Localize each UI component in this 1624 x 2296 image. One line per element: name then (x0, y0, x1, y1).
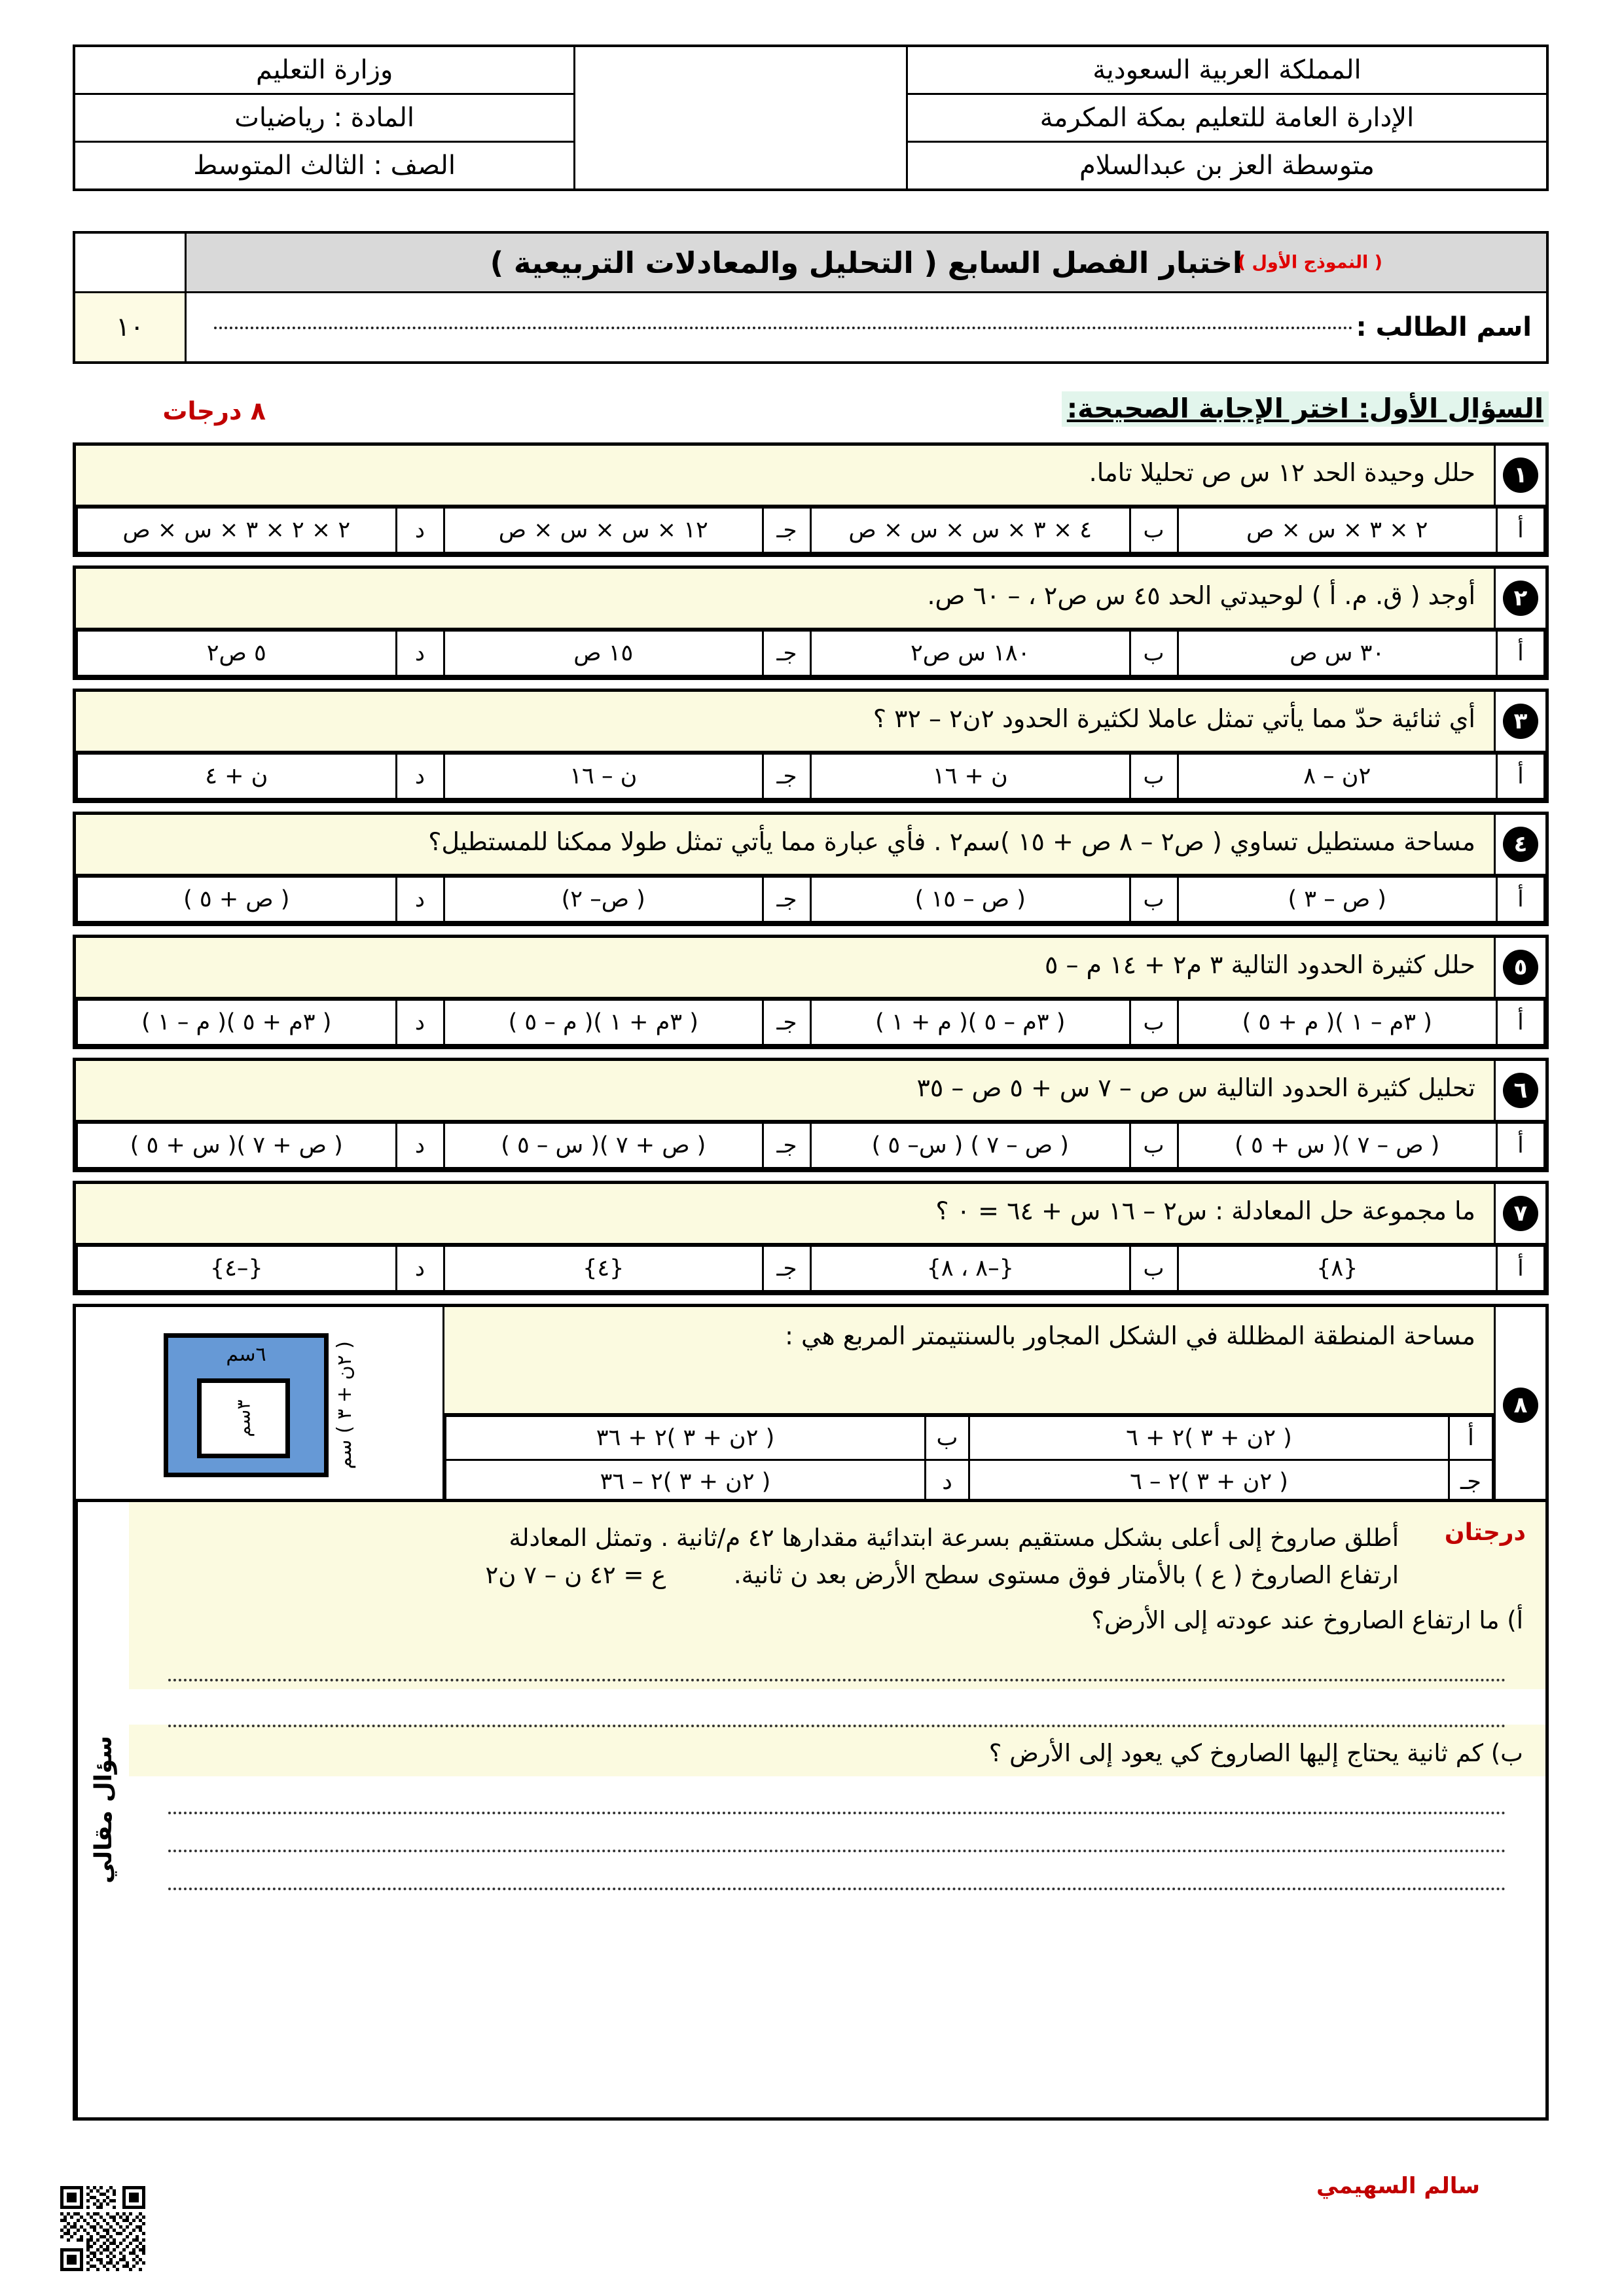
essay-equation: ع = ٤٢ ن – ٧ ن٢ (485, 1561, 666, 1590)
question-block-8 (73, 1304, 1549, 1506)
option-label-a: أ (1497, 754, 1545, 799)
essay-side-label: سؤال مقالي (76, 1502, 129, 2117)
option-row (76, 507, 1545, 554)
qr-code-icon (60, 2186, 145, 2271)
essay-answer-area-b (129, 1812, 1545, 1890)
essay-question-block (73, 1499, 1549, 2121)
question-text: مساحة المنطقة المظللة في الشكل المجاور بالسنتيمتر المربع هي : (444, 1307, 1494, 1415)
option-label-c: جـ (763, 508, 811, 553)
header-school: متوسطة العز بن عبدالسلام (907, 142, 1547, 190)
question-block-1 (73, 442, 1549, 557)
option-value-c[interactable]: ١٢ × س × س × ص (444, 508, 763, 553)
option-label-a: أ (1449, 1416, 1493, 1460)
option-value-b[interactable]: ( ٢ن + ٣ )٢ + ٣٦ (446, 1416, 926, 1460)
option-label-b: ب (1130, 877, 1178, 922)
option-value-d[interactable]: ( ٢ن + ٣ )٢ – ٣٦ (446, 1460, 926, 1503)
option-value-d[interactable]: ٥ ص٢ (77, 631, 397, 676)
page-title: اختبار الفصل السابع ( التحليل والمعادلات التربيعية ) (490, 245, 1243, 280)
question-number: ٦ (1495, 1060, 1547, 1121)
option-row (76, 1245, 1545, 1292)
shaded-region-figure (76, 1321, 442, 1490)
essay-marks: درجتان (1444, 1519, 1526, 1546)
student-name-input[interactable] (214, 327, 1353, 329)
option-row (76, 1122, 1545, 1169)
option-value-b[interactable]: ٤ × ٣ × س × س × ص (811, 508, 1130, 553)
option-row (76, 753, 1545, 800)
option-label-c: جـ (763, 1123, 811, 1168)
mcq-question-list (73, 442, 1549, 1515)
answer-line[interactable] (168, 1850, 1506, 1852)
option-label-b: ب (1130, 754, 1178, 799)
option-value-b[interactable]: ( ٣م – ٥ )( م + ١ ) (811, 1000, 1130, 1045)
question-text: حلل وحيدة الحد ١٢ س ص تحليلا تاما. (75, 444, 1495, 506)
question-8-figure-cell (75, 1306, 444, 1505)
option-label-a: أ (1497, 877, 1545, 922)
exam-title-cell (186, 232, 1548, 293)
essay-body (129, 1502, 1545, 2117)
option-value-a[interactable]: ٣٠ س ص (1178, 631, 1497, 676)
option-label-c: جـ (763, 754, 811, 799)
answer-line[interactable] (168, 1812, 1506, 1814)
answer-line[interactable] (168, 1679, 1506, 1681)
header-directorate: الإدارة العامة للتعليم بمكة المكرمة (907, 94, 1547, 142)
option-value-d[interactable]: ( ٣م + ٥ )( م – ١ ) (77, 1000, 397, 1045)
option-row (446, 1416, 1493, 1460)
option-value-a[interactable]: ٢ × ٣ × س × ص (1178, 508, 1497, 553)
question-number: ٤ (1495, 814, 1547, 875)
option-label-b: ب (1130, 508, 1178, 553)
option-label-a: أ (1497, 508, 1545, 553)
question-number: ٨ (1495, 1306, 1547, 1505)
option-label-a: أ (1497, 631, 1545, 676)
question-text: حلل كثيرة الحدود التالية ٣ م٢ + ١٤ م – ٥ (75, 937, 1495, 998)
option-label-c: جـ (763, 877, 811, 922)
question-block-7 (73, 1181, 1549, 1295)
option-label-d: د (396, 1123, 444, 1168)
option-value-c[interactable]: ن – ١٦ (444, 754, 763, 799)
option-value-c[interactable]: {٤} (444, 1246, 763, 1291)
option-row (76, 999, 1545, 1046)
header-row (74, 46, 1547, 94)
header-grade: الصف : الثالث المتوسط (74, 142, 575, 190)
essay-part-b: ب) كم ثانية يحتاج إليها الصاروخ كي يعود إلى الأرض ؟ (988, 1738, 1523, 1767)
header-subject: المادة : رياضيات (74, 94, 575, 142)
essay-answer-area-a (129, 1725, 1545, 1776)
option-label-d: د (396, 754, 444, 799)
header-kingdom: المملكة العربية السعودية (907, 46, 1547, 94)
outer-square-label: ٦سم (226, 1342, 266, 1366)
essay-part-a: أ) ما ارتفاع الصاروخ عند عودته إلى الأرض؟ (1091, 1605, 1523, 1634)
title-row (74, 232, 1547, 293)
document-header (73, 45, 1549, 191)
question-text: أوجد ( ق. م. أ ) لوحيدتي الحد ٤٥ س ص٢ ، – ٦٠ ص. (75, 567, 1495, 629)
header-table (73, 45, 1549, 191)
option-value-d[interactable]: ن + ٤ (77, 754, 397, 799)
section-one-title: السؤال الأول: اختر الإجابة الصحيحة: (1062, 391, 1549, 427)
option-value-a[interactable]: ( ص – ٧ )( س + ٥ ) (1178, 1123, 1497, 1168)
essay-equation-line (151, 1556, 1523, 1594)
outer-square-shape (164, 1333, 329, 1477)
option-value-d[interactable]: ٢ × ٢ × ٣ × س × ص (77, 508, 397, 553)
question-number: ٧ (1495, 1183, 1547, 1244)
student-name-label: اسم الطالب : (1356, 312, 1532, 342)
option-label-b: ب (1130, 1123, 1178, 1168)
option-label-b: ب (1130, 631, 1178, 676)
option-value-c[interactable]: ١٥ ص (444, 631, 763, 676)
title-score-cell (74, 232, 186, 293)
option-value-d[interactable]: {–٤} (77, 1246, 397, 1291)
question-number: ٢ (1495, 567, 1547, 629)
option-value-b[interactable]: ( ص – ١٥ ) (811, 877, 1130, 922)
question-block-5 (73, 935, 1549, 1049)
option-label-b: ب (1130, 1246, 1178, 1291)
option-value-a[interactable]: ( ٢ن + ٣ )٢ + ٦ (969, 1416, 1449, 1460)
option-label-c: جـ (763, 631, 811, 676)
option-label-d: د (396, 1246, 444, 1291)
option-label-a: أ (1497, 1246, 1545, 1291)
essay-prompt (129, 1502, 1545, 1689)
option-row (76, 876, 1545, 923)
option-value-d[interactable]: ( ص + ٥ ) (77, 877, 397, 922)
question-text: مساحة مستطيل تساوي ( ص٢ – ٨ ص + ١٥ )سم٢ . فأي عبارة مما يأتي تمثل طولا ممكنا للمستطيل؟ (75, 814, 1495, 875)
option-value-b[interactable]: ن + ١٦ (811, 754, 1130, 799)
total-score-box: ١٠ (74, 293, 186, 363)
title-table (73, 231, 1549, 364)
option-value-a[interactable]: ( ٣م – ١ )( م + ٥ ) (1178, 1000, 1497, 1045)
option-row (446, 1460, 1493, 1503)
option-label-d: د (396, 877, 444, 922)
question-8-options (444, 1415, 1494, 1503)
option-label-b: ب (926, 1416, 969, 1460)
option-label-d: د (396, 1000, 444, 1045)
essay-paragraph-2: ارتفاع الصاروخ ( ع ) بالأمتار فوق مستوى سطح الأرض بعد ن ثانية. (733, 1561, 1399, 1590)
option-label-c: جـ (763, 1246, 811, 1291)
option-value-b[interactable]: {–٨ ، ٨} (811, 1246, 1130, 1291)
question-block-2 (73, 565, 1549, 680)
option-value-c[interactable]: ( ص– ٢) (444, 877, 763, 922)
question-8-content (444, 1306, 1495, 1505)
question-number: ٣ (1495, 691, 1547, 752)
option-label-c: جـ (763, 1000, 811, 1045)
option-value-a[interactable]: ( ص – ٣ ) (1178, 877, 1497, 922)
section-one-marks: ٨ درجات (162, 397, 266, 425)
question-number: ١ (1495, 444, 1547, 506)
question-block-4 (73, 812, 1549, 926)
option-label-c: جـ (1449, 1460, 1493, 1503)
question-number: ٥ (1495, 937, 1547, 998)
question-text: تحليل كثيرة الحدود التالية س ص – ٧ س + ٥ ص – ٣٥ (75, 1060, 1495, 1121)
model-badge: ( النموذج الأول ) (1237, 252, 1382, 273)
option-row (76, 630, 1545, 677)
inner-square-label: ٣سم (232, 1399, 255, 1437)
option-label-d: د (926, 1460, 969, 1503)
option-label-a: أ (1497, 1000, 1545, 1045)
option-value-c[interactable]: ( ص + ٧ )( س – ٥ ) (444, 1123, 763, 1168)
option-label-d: د (396, 508, 444, 553)
question-block-6 (73, 1058, 1549, 1172)
figure-side-label: ( ٢ن + ٣ ) سم (333, 1340, 356, 1469)
option-label-b: ب (1130, 1000, 1178, 1045)
option-value-c[interactable]: ( ٢ن + ٣ )٢ – ٦ (969, 1460, 1449, 1503)
option-value-d[interactable]: ( ص + ٧ )( س + ٥ ) (77, 1123, 397, 1168)
option-value-a[interactable]: {٨} (1178, 1246, 1497, 1291)
option-label-d: د (396, 631, 444, 676)
option-value-b[interactable]: ( ص – ٧ ) ( س– ٥ ) (811, 1123, 1130, 1168)
title-block (73, 231, 1549, 364)
question-block-3 (73, 689, 1549, 803)
student-name-row (74, 293, 1547, 363)
question-text: أي ثنائية حدّ مما يأتي تمثل عاملا لكثيرة الحدود ٢ن٢ – ٣٢ ؟ (75, 691, 1495, 752)
header-logo-cell (575, 46, 907, 190)
inner-square-shape (197, 1378, 290, 1458)
section-one-header (73, 391, 1549, 431)
option-value-c[interactable]: ( ٣م + ١ )( م – ٥ ) (444, 1000, 763, 1045)
option-label-a: أ (1497, 1123, 1545, 1168)
question-text: ما مجموعة حل المعادلة : س٢ – ١٦ س + ٦٤ = ٠ ؟ (75, 1183, 1495, 1244)
author-signature: سالم السهيمي (1316, 2173, 1480, 2199)
essay-paragraph-1: أطلق صاروخ إلى أعلى بشكل مستقيم بسرعة ابتدائية مقدارها ٤٢ م/ثانية . وتمثل المعادلة (509, 1524, 1399, 1552)
answer-line[interactable] (168, 1888, 1506, 1890)
option-value-a[interactable]: ٢ن – ٨ (1178, 754, 1497, 799)
option-value-b[interactable]: ١٨٠ س ص٢ (811, 631, 1130, 676)
header-ministry: وزارة التعليم (74, 46, 575, 94)
student-name-cell[interactable] (186, 293, 1548, 363)
